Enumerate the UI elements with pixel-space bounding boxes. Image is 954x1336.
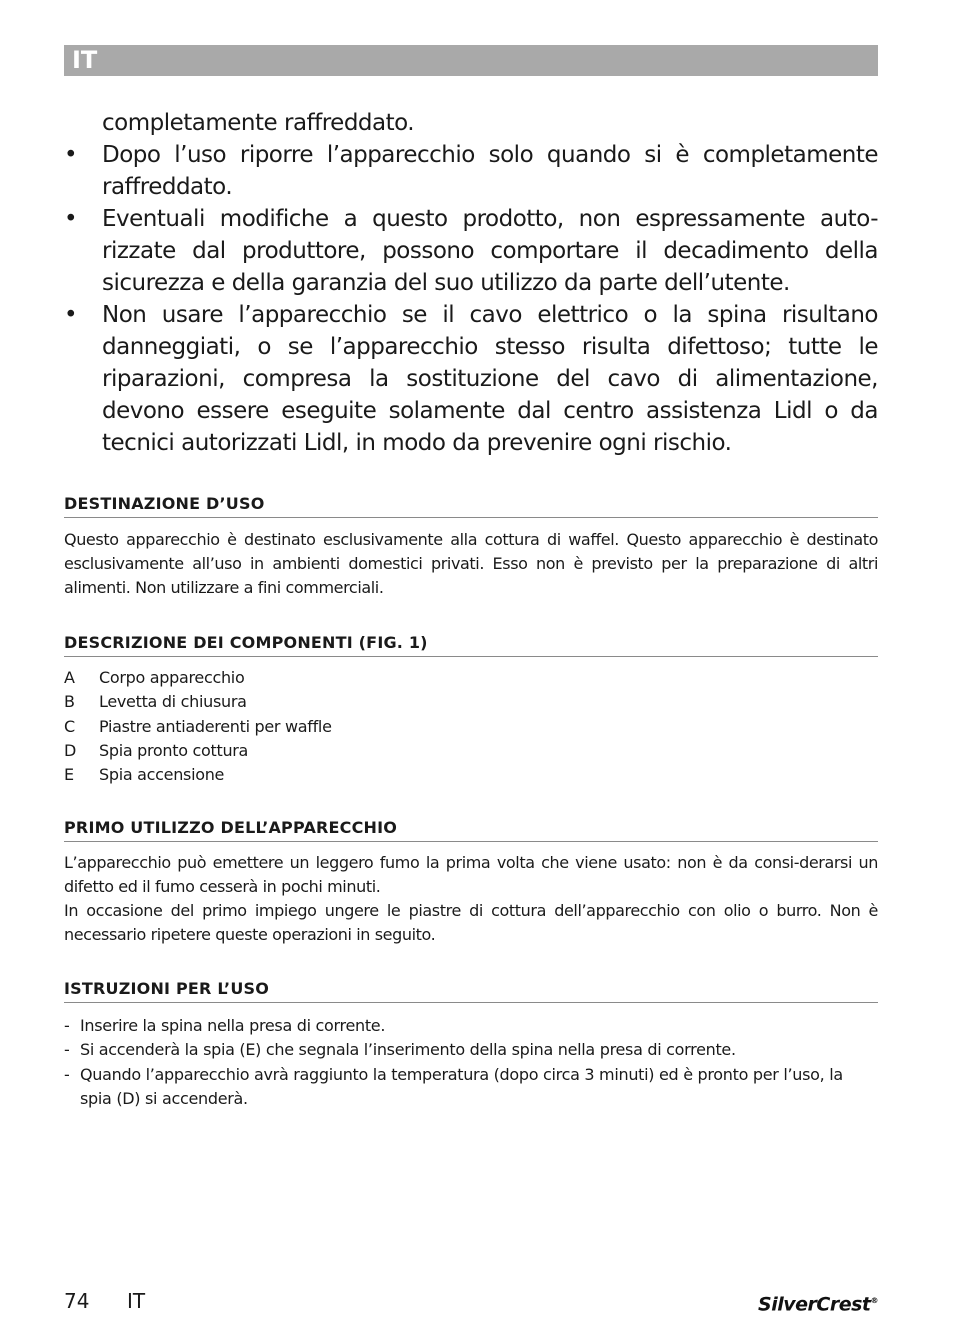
list-item xyxy=(64,1063,878,1112)
list-item xyxy=(64,715,878,739)
component-letter: D xyxy=(64,740,77,760)
section-componenti xyxy=(64,632,878,787)
list-item xyxy=(64,1038,878,1062)
components-list xyxy=(64,666,878,787)
section-istruzioni xyxy=(64,978,878,1111)
section-heading: DESCRIZIONE DEI COMPONENTI (FIG. 1) xyxy=(64,632,878,657)
footer-language: IT xyxy=(127,1289,146,1313)
dash-icon: - xyxy=(64,1016,70,1035)
list-item xyxy=(64,763,878,787)
bullet-text: Non usare l’apparecchio se il cavo elettrico o la spina risultano danneggiati, o se l’apparecchio stesso risulta difettoso; tutte le riparazioni, compresa la sostituzione del cavo di alimentazione, devono essere eseguite solamente dal centro assistenza Lidl o da tecnici autorizzati Lidl, in modo da prevenire ogni rischio. xyxy=(102,302,878,456)
component-label: Levetta di chiusura xyxy=(99,692,247,712)
language-header-bar xyxy=(64,45,878,76)
section-heading: ISTRUZIONI PER L’USO xyxy=(64,978,878,1003)
dash-icon: - xyxy=(64,1064,70,1084)
list-item xyxy=(64,1014,878,1038)
section-paragraph: In occasione del primo impiego ungere le piastre di cottura dell’apparecchio con olio o burro. Non è necessario ripetere queste operazioni in seguito. xyxy=(64,901,878,944)
section-paragraph: Questo apparecchio è destinato esclusivamente alla cottura di waffel. Questo apparecchio è destinato esclusivamente all’uso in ambienti domestici privati. Esso non è previsto per la preparazione di altri alimenti. Non utilizzare a fini commerciali. xyxy=(64,530,878,597)
section-destinazione xyxy=(64,493,878,600)
bullet-dot-icon: • xyxy=(64,142,78,168)
safety-instructions xyxy=(64,107,878,459)
component-letter: B xyxy=(64,692,75,712)
component-label: Piastre antiaderenti per waffle xyxy=(99,716,332,736)
section-paragraph: L’apparecchio può emettere un leggero fumo la prima volta che viene usato: non è da consi-derarsi un difetto ed il fumo cesserà in pochi minuti. xyxy=(64,853,878,896)
bullet-text: Dopo l’uso riporre l’apparecchio solo quando si è completamente raffreddato. xyxy=(102,142,878,200)
list-item xyxy=(64,666,878,690)
component-letter: E xyxy=(64,765,74,785)
bullet-item xyxy=(64,139,878,203)
instructions-list xyxy=(64,1014,878,1111)
bullet-dot-icon: • xyxy=(64,206,78,232)
bullet-dot-icon: • xyxy=(64,302,78,328)
language-label: IT xyxy=(72,46,98,74)
step-text: Quando l’apparecchio avrà raggiunto la temperatura (dopo circa 3 minuti) ed è pronto per l’uso, la spia (D) si accenderà. xyxy=(80,1064,843,1108)
bullet-item xyxy=(64,299,878,459)
brand-name: SilverCrest xyxy=(758,1293,871,1316)
section-heading: PRIMO UTILIZZO DELL’APPARECCHIO xyxy=(64,817,878,842)
continued-text: completamente raffreddato. xyxy=(102,110,415,136)
bullet-item xyxy=(64,203,878,299)
brand-logo xyxy=(758,1287,878,1318)
component-label: Corpo apparecchio xyxy=(99,668,245,687)
list-item xyxy=(64,739,878,763)
component-letter: A xyxy=(64,668,75,687)
step-text: Inserire la spina nella presa di corrente. xyxy=(80,1016,386,1035)
page-number: 74 xyxy=(64,1289,90,1313)
section-primo-utilizzo xyxy=(64,817,878,947)
component-letter: C xyxy=(64,716,75,736)
step-text: Si accenderà la spia (E) che segnala l’inserimento della spina nella presa di corrente. xyxy=(80,1040,736,1060)
component-label: Spia accensione xyxy=(99,765,225,785)
component-label: Spia pronto cottura xyxy=(99,740,249,760)
dash-icon: - xyxy=(64,1040,70,1060)
registered-mark: ® xyxy=(870,1296,878,1305)
list-item xyxy=(64,690,878,714)
bullet-text: Eventuali modifiche a questo prodotto, non espressamente auto-rizzate dal produttore, possono comportare il decadimento della sicurezza e della garanzia del suo utilizzo da parte dell’utente. xyxy=(102,206,878,296)
section-heading: DESTINAZIONE D’USO xyxy=(64,493,878,518)
